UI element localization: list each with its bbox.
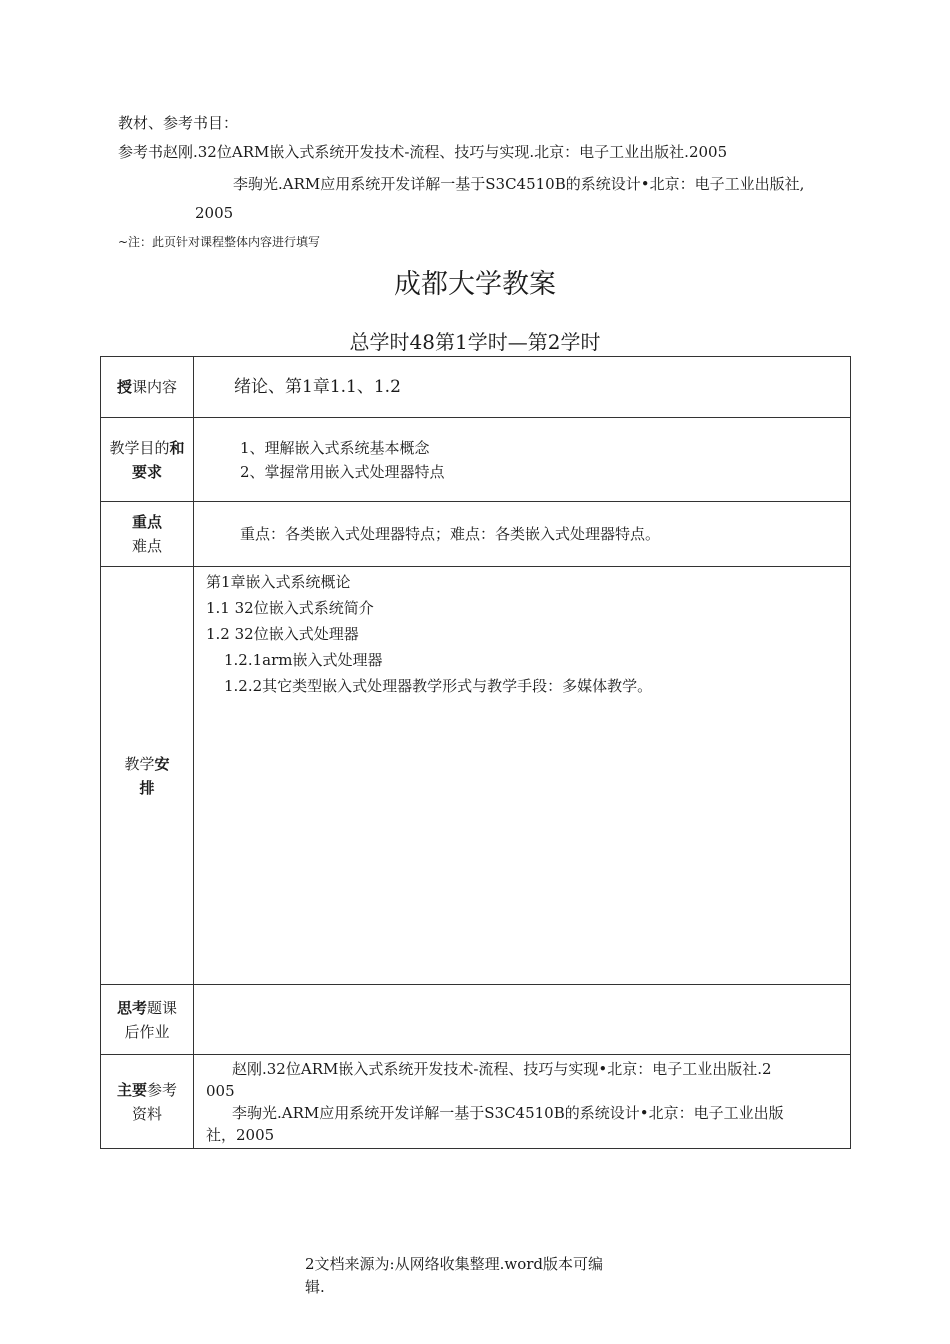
reference-line-1: 参考书赵刚.32位ARM嵌入式系统开发技术-流程、技巧与实现.北京：电子工业出版社.2005 [118,143,728,161]
label-objectives [101,418,194,502]
label-objectives-c: 要求 [131,462,162,481]
label-homework-c: 后作业 [124,1022,170,1041]
label-content [101,357,194,418]
label-key-points-a: 重点 [131,513,162,531]
label-content-bold: 授 [116,378,132,396]
reference-line: 李驹光.ARM应用系统开发详解一基于S3C4510B的系统设计•北京：电子工业出版 [232,1103,784,1122]
label-key-points [101,502,194,567]
label-references-c: 资料 [131,1104,162,1123]
label-key-points-b: 难点 [131,537,162,555]
value-objectives [194,418,851,502]
row-objectives [101,418,851,502]
value-homework [194,985,851,1055]
label-arrangement [101,567,194,985]
row-arrangement [101,567,851,985]
row-content [101,357,851,418]
label-references-a: 主要 [116,1080,147,1099]
row-key-points [101,502,851,567]
value-content: 绪论、第1章1.1、1.2 [194,357,851,418]
label-arrangement-b: 安 [154,754,170,773]
footer-line-2: 辑. [305,1278,325,1296]
value-references [194,1055,851,1149]
lesson-plan-table [100,356,851,1149]
reference-line: 社，2005 [206,1125,275,1144]
value-key-points: 重点：各类嵌入式处理器特点；难点：各类嵌入式处理器特点。 [194,502,851,567]
arrangement-line: 1.1 32位嵌入式系统简介 [206,599,374,617]
reference-line-2: 李驹光.ARM应用系统开发详解一基于S3C4510B的系统设计•北京：电子工业出版社, [233,175,805,193]
books-label: 教材、参考书目： [118,114,239,132]
arrangement-line: 1.2 32位嵌入式处理器 [206,625,359,643]
objective-item: 2、掌握常用嵌入式处理器特点 [240,462,445,481]
footer-line-1: 2文档来源为:从网络收集整理.word版本可编 [305,1255,604,1273]
label-arrangement-a: 教学 [124,754,155,773]
label-objectives-b: 和 [169,438,185,457]
page-title: 成都大学教案 [394,269,556,300]
page-subtitle: 总学时48第1学时—第2学时 [349,330,601,354]
arrangement-line: 1.2.2其它类型嵌入式处理器教学形式与教学手段：多媒体教学。 [224,677,653,695]
label-references [101,1055,194,1149]
label-references-b: 参考 [147,1080,178,1099]
arrangement-line: 1.2.1arm嵌入式处理器 [224,651,383,669]
value-arrangement [194,567,851,985]
label-arrangement-c: 排 [139,778,155,797]
row-homework [101,985,851,1055]
label-content-rest: 课内容 [132,378,178,396]
reference-line: 赵刚.32位ARM嵌入式系统开发技术-流程、技巧与实现•北京：电子工业出版社.2 [232,1059,772,1078]
label-homework [101,985,194,1055]
label-objectives-a: 教学目的 [109,438,170,457]
label-homework-b: 题课 [147,998,178,1017]
reference-line: 005 [206,1081,235,1100]
arrangement-line: 第1章嵌入式系统概论 [206,573,351,591]
reference-line-2-year: 2005 [195,204,234,222]
page-note: ~注：此页针对课程整体内容进行填写 [118,235,321,249]
objective-item: 1、理解嵌入式系统基本概念 [240,438,430,457]
label-homework-a: 思考 [116,998,147,1017]
row-references [101,1055,851,1149]
